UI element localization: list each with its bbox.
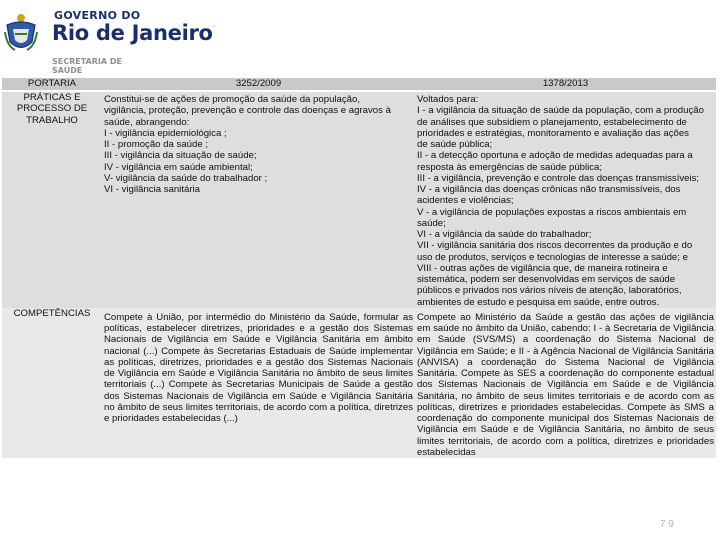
text-line: sistemática, podem ser desenvolvidas em serviços de saúde (417, 274, 676, 285)
text-line: VIII - outras ações de vigilância que, de maneira rotineira e (417, 262, 668, 274)
text-line: VI - vigilância sanitária (104, 184, 200, 195)
text-line: Voltados para: (417, 94, 479, 105)
cell-3252-praticas (102, 91, 415, 308)
text-line: acidentes e violências; (417, 195, 514, 207)
text-line: resposta às emergências de saúde pública; (417, 161, 603, 173)
text-line: III - vigilância da situação de saúde; (104, 150, 257, 162)
logo-gov-line: GOVERNO DO (54, 9, 141, 22)
text-line: prioridades e estratégias, monitoramento e avaliação das ações (417, 127, 689, 139)
text-line: de saúde pública; (417, 139, 493, 150)
text-line: uso de produtos, serviços e tecnologias de interesse a saúde; e (417, 251, 688, 263)
row-label-competencias: COMPETÊNCIAS (2, 308, 102, 458)
cell-1378-praticas (415, 91, 716, 308)
header-1378-2013: 1378/2013 (415, 78, 716, 91)
cell-3252-competencias: Compete à União, por intermédio do Ministério da Saúde, formular as políticas, estabelecer diretrizes, prioridades e a gestão dos Sistemas Nacionais de Vigilância em Saúde e Vigilância Sanitária em âmbito nacional (...) Compete às Secretarias Estaduais de Saúde implementar as políticas, diretrizes, prioridades e a gestão dos Sistemas Nacionais de Vigilância em Saúde e Vigilância Sanitária no âmbito de seus limites territoriais (...) Compete às Secretarias Municipais de Saúde a gestão dos Sistemas Nacionais de Vigilância em Saúde e Vigilância Sanitária no âmbito de seus limites territoriais, de acordo com a política, diretrizes e prioridades estabelecidas (...) (102, 308, 415, 458)
text-line: I - a vigilância da situação de saúde da população, com a produção (417, 105, 704, 117)
text-line: II - a detecção oportuna e adoção de medidas adequadas para a (417, 150, 693, 162)
secretaria-label (52, 57, 122, 75)
text-line: ambientes de estudo e pesquisa em saúde, entre outros. (417, 296, 660, 308)
table-row-competencias (2, 308, 716, 458)
text-line: VI - a vigilância da saúde do trabalhador; (417, 229, 592, 240)
text-line: II - promoção da saúde ; (104, 139, 208, 150)
governo-rj-logo (0, 0, 213, 56)
text-line: públicos e privados nos vários níveis de atenção, laboratórios, (417, 285, 682, 297)
logo-state-line: Rio de Janeiro (52, 21, 213, 45)
row-label-praticas: PRÁTICAS E PROCESSO DE TRABALHO (2, 91, 102, 308)
secretaria-line-1: SECRETARIA DE (52, 57, 122, 66)
header-portaria: PORTARIA (2, 78, 102, 91)
comparison-table (2, 78, 716, 458)
text-line: VII - vigilância sanitária dos riscos decorrentes da produção e do (417, 240, 693, 252)
text-line: IV - vigilância em saúde ambiental; (104, 161, 253, 173)
text-line: IV - a vigilância das doenças crônicas não transmissíveis, dos (417, 184, 681, 195)
coat-of-arms-icon (4, 12, 38, 54)
secretaria-line-2: SAÚDE (52, 66, 83, 75)
table-row-praticas (2, 91, 716, 308)
text-line: I - vigilância epidemiológica ; (104, 127, 227, 139)
cell-1378-competencias: Compete ao Ministério da Saúde a gestão das ações de vigilância em saúde no âmbito da União, cabendo: I - à Secretaria de Vigilância em Saúde (SVS/MS) a coordenação do Sistema Nacional de Vigilância em Saúde; e II - à Agência Nacional de Vigilância Sanitária (ANVISA) a coordenação do Sistema Nacional de Vigilância Sanitária. Compete às SES a coordenação do componente estadual dos Sistemas Nacionais de Vigilância em Saúde e de Vigilância Sanitária, no âmbito de seus limites territoriais e de acordo com as políticas, diretrizes e prioridades estabelecidas. Compete às SMS a coordenação do componente municipal dos Sistemas Nacionais de Vigilância em Saúde e de Vigilância Sanitária, no âmbito de seus limites territoriais, de acordo com a política, diretrizes e prioridades estabelecidas (415, 308, 716, 458)
text-line: de análises que subsidiem o planejamento, estabelecimento de (417, 116, 687, 128)
page-number: 7 9 (660, 519, 674, 530)
text-line: Constitui-se de ações de promoção da saúde da população, (104, 94, 361, 105)
text-line: saúde, abrangendo: (104, 116, 190, 128)
header-3252-2009: 3252/2009 (102, 78, 415, 91)
text-line: vigilância, proteção, prevenção e controle das doenças e agravos à (104, 105, 391, 117)
text-line: V- vigilância da saúde do trabalhador ; (104, 172, 268, 184)
text-line: III - a vigilância, prevenção e controle das doenças transmissíveis; (417, 172, 700, 184)
text-line: saúde; (417, 217, 446, 229)
text-line: V - a vigilância de populações expostas a riscos ambientais em (417, 206, 687, 218)
table-header-row (2, 78, 716, 91)
